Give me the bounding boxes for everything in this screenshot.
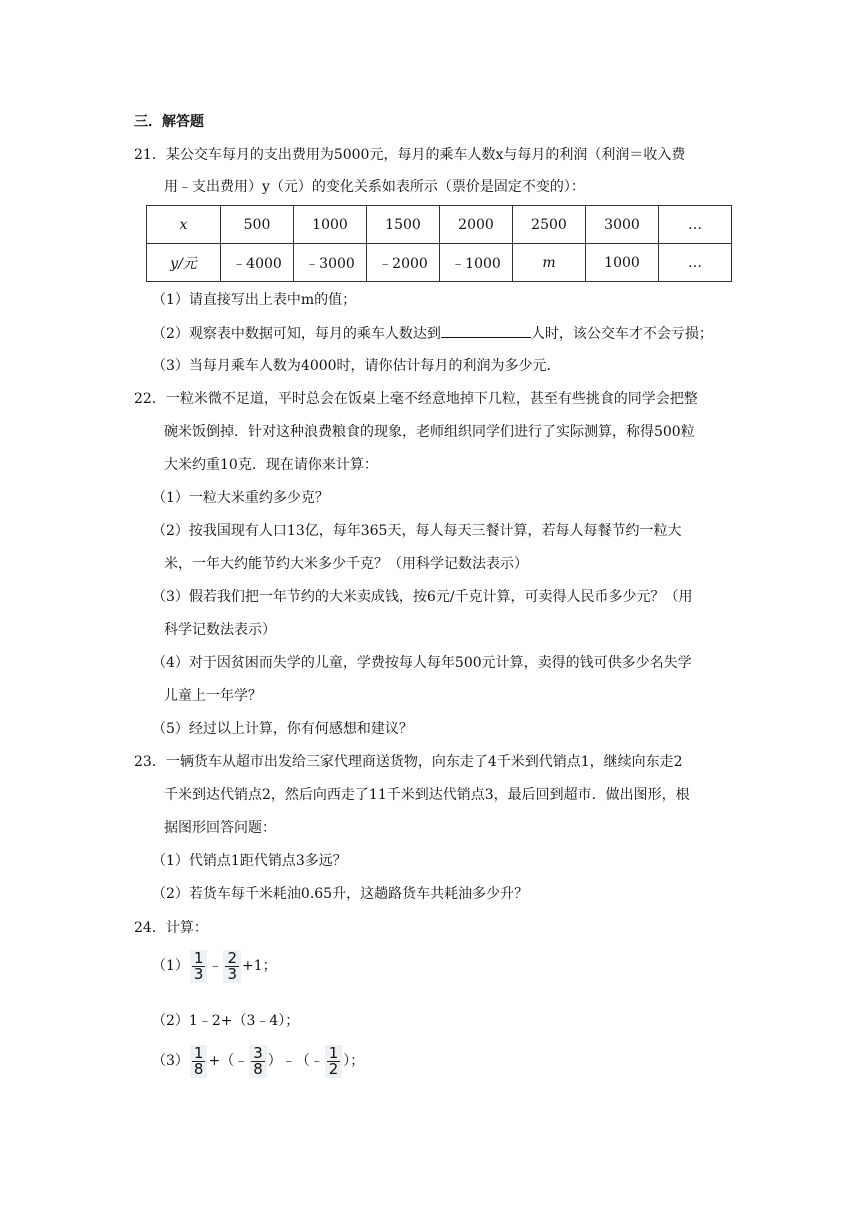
q22-line-2: 碗米饭倒掉．针对这种浪费粮食的现象，老师组织同学们进行了实际测算，称得500粒 [164, 424, 695, 440]
expression-tail: +1； [242, 958, 277, 974]
q22-part-5: （5）经过以上计算，你有何感想和建议？ [152, 721, 413, 737]
table-cell: ﹣3000 [294, 244, 367, 282]
q21-line-1: 21．某公交车每月的支出费用为5000元，每月的乘车人数x与每月的利润（利润＝收入费 [134, 147, 686, 163]
q21-part-2-text: （2）观察表中数据可知，每月的乘车人数达到 [152, 326, 441, 342]
q24-part-3 [152, 1041, 364, 1081]
q23-part-2: （2）若货车每千米耗油0.65升，这趟路货车共耗油多少升？ [152, 886, 529, 902]
operator: ﹣ [208, 958, 223, 974]
fraction-denominator: 3 [227, 964, 238, 983]
table-cell: m [513, 244, 586, 282]
q21-part-2-text-end: 人时，该公交车才不会亏损； [530, 326, 713, 342]
q22-line-3: 大米约重10克．现在请你来计算： [164, 457, 378, 473]
q23-line-3: 据图形回答问题： [164, 820, 276, 836]
q21-table [146, 205, 732, 282]
fraction-denominator: 8 [253, 1059, 263, 1078]
fraction [190, 950, 208, 983]
fraction-numerator: 1 [328, 1043, 339, 1062]
q22-part-2-b: 米，一年大约能节约大米多少千克？（用科学记数法表示） [164, 556, 528, 572]
q21-part-1: （1）请直接写出上表中m的值； [152, 292, 357, 308]
q22-line-1: 22．一粒米微不足道，平时总会在饭桌上毫不经意地掉下几粒，甚至有些挑食的同学会把整 [134, 391, 698, 407]
table-cell: 1000 [586, 244, 659, 282]
fraction [325, 1045, 343, 1078]
table-cell: 2000 [440, 206, 513, 244]
section-title: 三．解答题 [134, 114, 204, 130]
q22-part-1: （1）一粒大米重约多少克？ [152, 490, 329, 506]
table-cell: 1500 [367, 206, 440, 244]
answer-blank [441, 323, 531, 338]
fraction-denominator: 2 [328, 1059, 339, 1078]
q21-part-2 [152, 323, 713, 344]
q22-part-3-a: （3）假若我们把一年节约的大米卖成钱，按6元/千克计算，可卖得人民币多少元？（用 [152, 589, 693, 605]
q23-line-1: 23．一辆货车从超市出发给三家代理商送货物，向东走了4千米到代销点1，继续向东走2 [134, 754, 683, 770]
table-cell-text: y/元 [170, 255, 197, 272]
fraction [223, 950, 241, 983]
q21-line-2: 用﹣支出费用）y（元）的变化关系如表所示（票价是固定不变的）： [164, 179, 585, 195]
fraction [190, 1045, 208, 1078]
table-cell: x [147, 206, 221, 244]
expression-text: ）﹣（﹣ [267, 1053, 324, 1069]
q22-part-2-a: （2）按我国现有人口13亿，每年365天，每人每天三餐计算，若每人每餐节约一粒大 [152, 523, 682, 539]
fraction-numerator: 1 [193, 948, 204, 967]
q24-title: 24．计算： [134, 920, 208, 936]
expression-text: +（﹣ [208, 1053, 249, 1069]
table-cell: … [659, 206, 732, 244]
part-label: （1） [152, 958, 189, 974]
q22-part-4-a: （4）对于因贫困而失学的儿童，学费按每人每年500元计算，卖得的钱可供多少名失学 [152, 655, 692, 671]
q21-part-3: （3）当每月乘车人数为4000时，请你估计每月的利润为多少元． [152, 358, 561, 374]
table-cell: 2500 [513, 206, 586, 244]
fraction-numerator: 2 [227, 948, 238, 967]
table-row-y [147, 244, 732, 282]
table-cell: … [659, 244, 732, 282]
expression-tail: ）； [343, 1053, 365, 1069]
table-cell: 3000 [586, 206, 659, 244]
table-cell: 1000 [294, 206, 367, 244]
fraction-denominator: 3 [193, 964, 204, 983]
table-cell: ﹣1000 [440, 244, 513, 282]
q22-part-3-b: 科学记数法表示） [164, 622, 276, 638]
part-label: （3） [152, 1053, 189, 1069]
table-cell [147, 244, 221, 282]
fraction-denominator: 8 [193, 1059, 204, 1078]
q24-part-1 [152, 946, 277, 986]
table-cell: 500 [221, 206, 294, 244]
table-cell: ﹣4000 [221, 244, 294, 282]
q23-part-1: （1）代销点1距代销点3多远？ [152, 853, 347, 869]
table-cell: ﹣2000 [367, 244, 440, 282]
fraction [249, 1045, 267, 1078]
table-row-x [147, 206, 732, 244]
fraction-numerator: 1 [193, 1043, 204, 1062]
fraction-numerator: 3 [253, 1043, 263, 1062]
q22-part-4-b: 儿童上一年学？ [164, 688, 262, 704]
q23-line-2: 千米到达代销点2，然后向西走了11千米到达代销点3，最后回到超市．做出图形，根 [164, 787, 690, 803]
q24-part-2: （2）1﹣2+（3﹣4）； [152, 1013, 300, 1029]
